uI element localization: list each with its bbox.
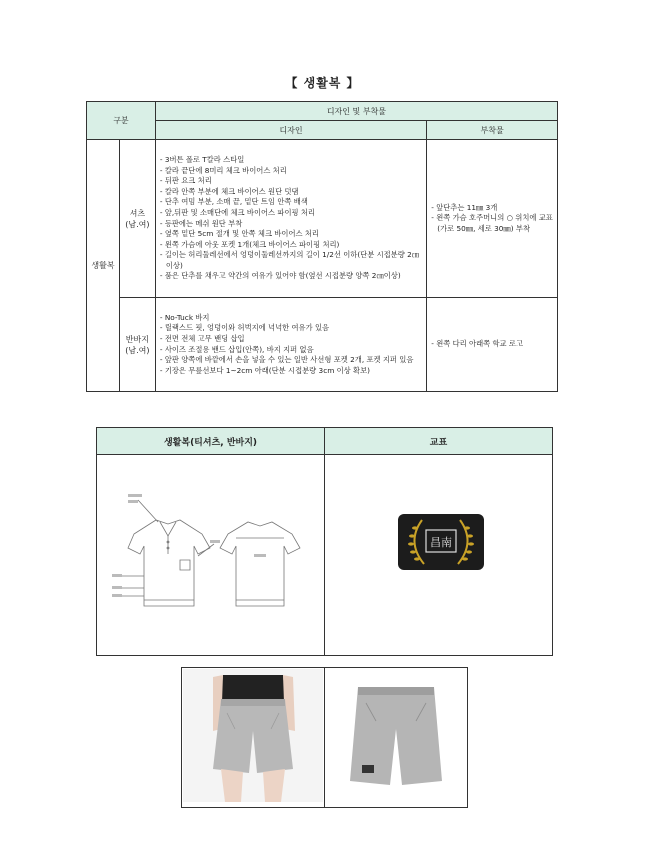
list-item: - 전면 전체 고무 밴딩 삽입	[160, 334, 422, 345]
header-attachments: 부착물	[427, 121, 558, 140]
uniform-pictures-table	[96, 427, 553, 656]
row-label-shirt	[119, 140, 155, 298]
list-item: - 앞단추는 11㎜ 3개	[431, 203, 553, 214]
model-shorts-photo-cell	[182, 668, 325, 808]
row-label-shorts-line2: (남.여)	[125, 345, 150, 355]
spec-table	[86, 101, 558, 392]
emblem-cell	[325, 455, 553, 656]
row-label-shorts	[119, 298, 155, 392]
row-label-shorts-line1: 반바지	[125, 334, 149, 344]
list-item: - 왼쪽 가슴에 아웃 포켓 1개(체크 바이어스 파이핑 처리)	[160, 240, 422, 251]
list-item: - 칼라 안쪽 부분에 체크 바이어스 원단 덧댐	[160, 187, 422, 198]
shirt-design-cell	[155, 140, 426, 298]
shirt-sketch-cell	[97, 455, 325, 656]
list-item: - 등판에는 메쉬 원단 부착	[160, 219, 422, 230]
list-item: - 3버튼 폴로 T칼라 스타일	[160, 155, 422, 166]
list-item: - No-Tuck 바지	[160, 313, 422, 324]
shorts-design-list	[156, 310, 426, 380]
header-design-and-attachments: 디자인 및 부착물	[155, 102, 557, 121]
list-item: - 앞,뒤판 및 소매단에 체크 바이어스 파이핑 처리	[160, 208, 422, 219]
row-label-shirt-line1: 셔츠	[129, 208, 146, 218]
shorts-design-cell	[155, 298, 426, 392]
page-title: 【 생활복 】	[285, 76, 360, 90]
shirt-attachment-cell	[427, 140, 558, 298]
category-cell: 생활복	[87, 140, 120, 392]
list-item: - 왼쪽 다리 아래쪽 학교 로고	[431, 339, 553, 350]
header-uniform-picture: 생활복(티셔츠, 반바지)	[97, 428, 325, 455]
list-item: - 릴랙스드 핏, 엉덩이와 허벅지에 넉넉한 여유가 있음	[160, 323, 422, 334]
list-item: - 품은 단추를 채우고 약간의 여유가 있어야 함(옆선 시접분량 양쪽 2㎝이상)	[160, 271, 422, 282]
list-item: - 옆쪽 밑단 5cm 절개 및 안쪽 체크 바이어스 처리	[160, 229, 422, 240]
header-design: 디자인	[155, 121, 426, 140]
model-wearing-shorts-image	[183, 669, 323, 802]
shorts-photos-table	[181, 667, 468, 808]
list-item: - 왼쪽 가슴 호주머니의 ○ 위치에 교표(가로 50㎜, 세로 30㎜) 부착	[431, 213, 553, 234]
list-item: - 사이즈 조절용 밴드 삽입(안쪽), 바지 지퍼 없음	[160, 345, 422, 356]
shorts-product-image	[326, 669, 466, 802]
emblem-text: 昌南	[430, 536, 452, 549]
product-shorts-photo-cell	[325, 668, 468, 808]
shirt-attachment-list	[427, 200, 557, 238]
shorts-attachment-list	[427, 336, 557, 353]
list-item: - 길이는 허리둘레선에서 엉덩이둘레선까지의 길이 1/2선 이하(단분 시접분량 2㎝이상)	[160, 250, 422, 271]
list-item: - 뒤판 요크 처리	[160, 176, 422, 187]
list-item: - 단추 여밈 부분, 소매 끝, 밑단 트임 안쪽 배색	[160, 197, 422, 208]
shorts-attachment-cell	[427, 298, 558, 392]
header-emblem: 교표	[325, 428, 553, 455]
school-logo-patch	[362, 765, 374, 773]
list-item: - 앞판 양쪽에 바깥에서 손을 넣을 수 있는 일반 사선형 포켓 2개, 포켓 지퍼 있음	[160, 355, 422, 366]
shirt-design-list	[156, 152, 426, 285]
list-item: - 칼라 끝단에 8미리 체크 바이어스 처리	[160, 166, 422, 177]
row-label-shirt-line2: (남.여)	[125, 219, 150, 229]
list-item: - 기장은 무릎선보다 1~2cm 아래(단분 시접분량 3cm 이상 확보)	[160, 366, 422, 377]
header-category: 구분	[87, 102, 156, 140]
shirt-technical-sketch	[98, 456, 323, 650]
school-emblem	[326, 456, 551, 650]
